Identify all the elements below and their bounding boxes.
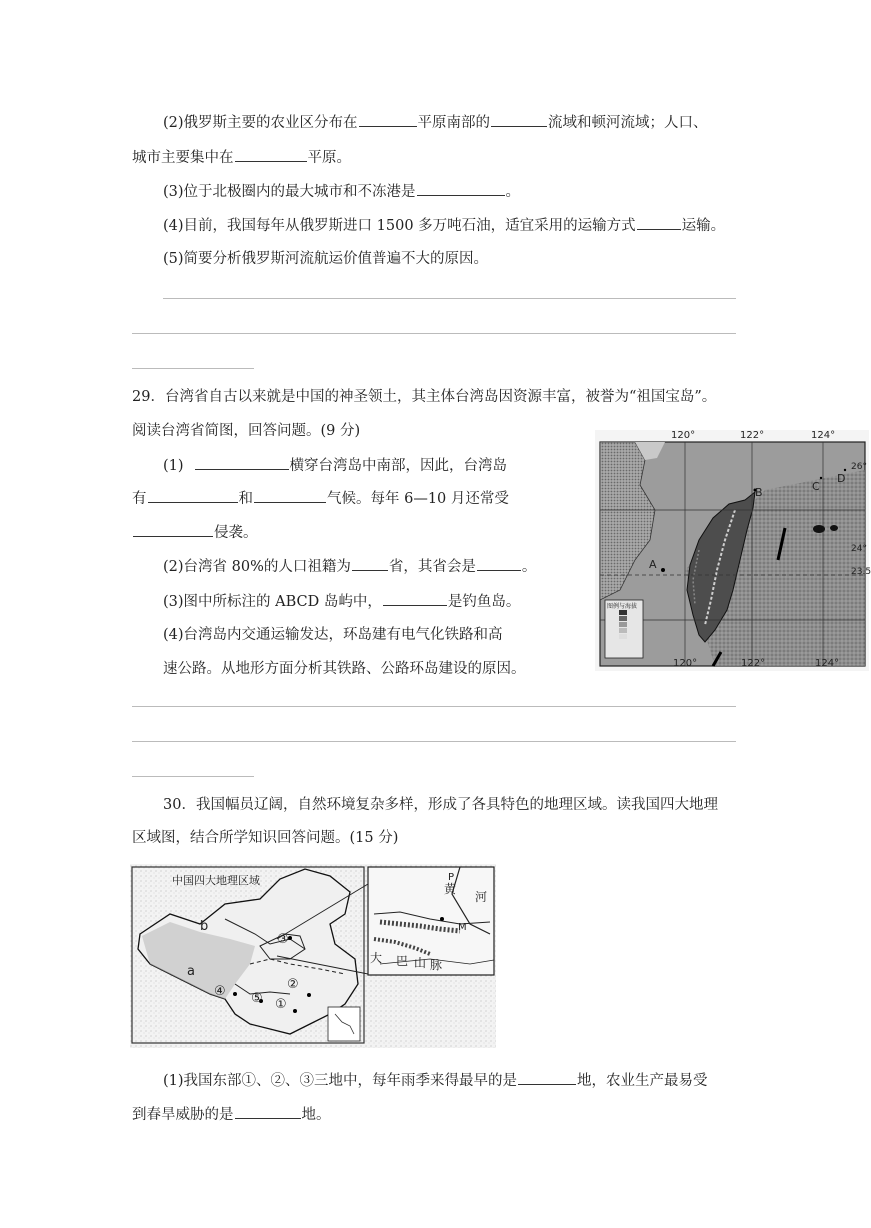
q29-p1-text-e: 气候。每年 6—10 月还常受 — [327, 491, 509, 507]
q30-intro-line1 — [163, 795, 718, 815]
q29-p4-text-b: 速公路。从地形方面分析其铁路、公路环岛建设的原因。 — [163, 661, 526, 677]
answer-blank[interactable] — [133, 522, 213, 537]
lon-label-top-122: 122° — [740, 430, 765, 441]
q29-p4-text-a: (4)台湾岛内交通运输发达，环岛建有电气化铁路和高 — [163, 627, 503, 643]
q29-part4-line1 — [163, 625, 503, 645]
answer-blank[interactable] — [254, 488, 326, 503]
inset-label-m: M — [458, 922, 467, 933]
answer-line[interactable] — [132, 333, 736, 334]
q29-part3 — [163, 591, 520, 612]
answer-line[interactable] — [132, 368, 254, 369]
inset-label-p: P — [448, 872, 455, 883]
q28-p5-text: (5)简要分析俄罗斯河流航运价值普遍不大的原因。 — [163, 251, 489, 267]
q30-intro-line2 — [132, 828, 398, 848]
q28-p4-text-b: 运输。 — [681, 218, 726, 234]
q29-intro1: 29．台湾省自古以来就是中国的神圣领土，其主体台湾岛因资源丰富，被誉为“祖国宝岛”。 — [132, 389, 717, 405]
island-label-d: D — [837, 472, 846, 485]
q29-part1-line3 — [132, 522, 258, 543]
answer-blank[interactable] — [148, 488, 238, 503]
region-label-b: b — [200, 919, 209, 934]
q28-part2-line2 — [132, 147, 351, 168]
answer-blank[interactable] — [359, 112, 417, 127]
lon-label-top-120: 120° — [671, 430, 696, 441]
place-label-2: ② — [287, 977, 299, 992]
q29-intro-line2 — [132, 421, 360, 441]
china-map-title: 中国四大地理区域 — [172, 874, 260, 887]
taiwan-map — [595, 430, 869, 671]
q28-p2-text-a: (2)俄罗斯主要的农业区分布在 — [163, 115, 358, 131]
q28-p4-text-a: (4)目前，我国每年从俄罗斯进口 1500 多万吨石油，适宜采用的运输方式 — [163, 218, 636, 234]
q29-p2-text-c: 。 — [521, 559, 537, 575]
lon-label-bottom-120: 120° — [673, 658, 698, 669]
q28-part5 — [163, 249, 488, 269]
answer-blank[interactable] — [417, 181, 505, 196]
island-label-c: C — [812, 480, 820, 493]
answer-blank[interactable] — [518, 1070, 576, 1085]
q29-part1-line1 — [163, 455, 507, 476]
q29-part1-line2 — [132, 488, 509, 509]
answer-line[interactable] — [132, 776, 254, 777]
lat-label-26: 26° — [851, 462, 867, 472]
answer-blank[interactable] — [383, 591, 447, 606]
inset-label-shan: 山 — [414, 956, 427, 970]
q29-p3-text-a: (3)图中所标注的 ABCD 岛屿中， — [163, 594, 382, 610]
inset-label-da: 大 — [370, 951, 383, 965]
q29-p1-text-c: 有 — [132, 491, 147, 507]
q30-p1-text-d: 地。 — [301, 1107, 331, 1123]
q29-part2 — [163, 556, 536, 577]
q29-p3-text-b: 是钓鱼岛。 — [447, 594, 521, 610]
answer-line[interactable] — [132, 706, 736, 707]
lat-label-24: 24° — [851, 544, 867, 554]
place-label-5: ⑤ — [251, 991, 263, 1006]
q28-part2-line1 — [163, 112, 708, 133]
q28-p2-text-e: 平原。 — [307, 150, 351, 166]
inset-label-mai: 脉 — [430, 958, 443, 972]
q28-p2-text-b: 平原南部的 — [417, 115, 491, 131]
answer-blank[interactable] — [195, 455, 289, 470]
q28-p2-text-c: 流域和顿河流域；人口、 — [548, 115, 708, 131]
china-regions-map — [130, 864, 496, 1048]
region-label-a: a — [187, 964, 195, 979]
q29-intro-line1 — [132, 387, 716, 407]
q28-part4 — [163, 215, 725, 236]
lon-label-top-124: 124° — [811, 430, 836, 441]
q28-part3 — [163, 181, 520, 202]
taiwan-map-graphic — [595, 430, 869, 671]
lat-label-23-5: 23.5 — [851, 567, 871, 577]
answer-blank[interactable] — [235, 1104, 301, 1119]
q28-p3-text-a: (3)位于北极圈内的最大城市和不冻港是 — [163, 184, 416, 200]
answer-line[interactable] — [163, 298, 736, 299]
q29-p1-text-f: 侵袭。 — [214, 525, 258, 541]
q30-intro1: 30．我国幅员辽阔，自然环境复杂多样，形成了各具特色的地理区域。读我国四大地理 — [163, 797, 718, 813]
q29-p2-text-b: 省，其省会是 — [388, 559, 476, 575]
q30-p1-text-b: 地，农业生产最易受 — [577, 1073, 708, 1089]
q30-part1-line1 — [163, 1070, 708, 1091]
q29-p2-text-a: (2)台湾省 80%的人口祖籍为 — [163, 559, 351, 575]
answer-blank[interactable] — [637, 215, 681, 230]
q29-intro2: 阅读台湾省简图，回答问题。(9 分) — [132, 423, 361, 439]
q28-p2-text-d: 城市主要集中在 — [132, 150, 234, 166]
island-label-b: B — [755, 486, 763, 499]
island-label-a: A — [649, 558, 657, 571]
q29-p1-text-b: 横穿台湾岛中南部，因此，台湾岛 — [289, 458, 508, 474]
q30-intro2: 区域图，结合所学知识回答问题。(15 分) — [132, 830, 399, 846]
q28-p3-text-b: 。 — [505, 184, 521, 200]
answer-line[interactable] — [132, 741, 736, 742]
q29-part4-line2 — [163, 659, 526, 679]
inset-label-ba: 巴 — [396, 954, 409, 968]
place-label-4: ④ — [214, 984, 226, 999]
answer-blank[interactable] — [477, 556, 521, 571]
map-legend-title: 图例与海拔 — [607, 603, 638, 610]
q30-part1-line2 — [132, 1104, 331, 1125]
lon-label-bottom-122: 122° — [741, 658, 766, 669]
q29-p1-text-a: (1) — [163, 458, 184, 474]
place-label-1: ① — [275, 997, 287, 1012]
q29-p1-text-d: 和 — [238, 491, 253, 507]
lon-label-bottom-124: 124° — [815, 658, 840, 669]
q30-p1-text-c: 到春旱威胁的是 — [132, 1107, 234, 1123]
q30-p1-text-a: (1)我国东部①、②、③三地中，每年雨季来得最早的是 — [163, 1073, 518, 1089]
inset-label-huang: 黄 — [444, 882, 457, 896]
place-label-3: ③ — [277, 932, 289, 947]
answer-blank[interactable] — [352, 556, 388, 571]
inset-label-he: 河 — [475, 890, 488, 904]
answer-blank[interactable] — [235, 147, 307, 162]
answer-blank[interactable] — [491, 112, 547, 127]
